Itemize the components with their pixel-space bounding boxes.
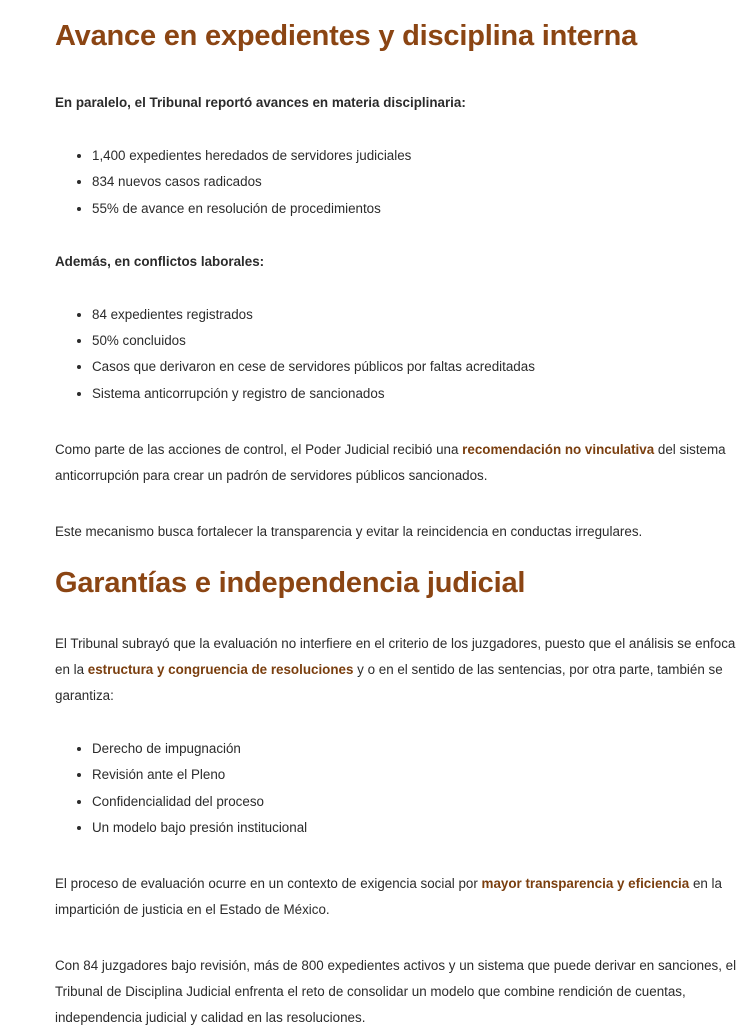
list-item: • Casos que derivaron en cese de servidores públicos por faltas acreditadas <box>92 354 745 380</box>
list-item: • 50% concluidos <box>92 328 745 354</box>
paragraph-recomendacion <box>55 437 745 489</box>
intro-laborales: Además, en conflictos laborales: <box>55 253 265 269</box>
paragraph-contexto <box>55 871 745 923</box>
section-heading-avance: Avance en expedientes y disciplina interna <box>55 20 638 52</box>
list-item: • Un modelo bajo presión institucional <box>92 815 745 841</box>
paragraph-text: El Tribunal subrayó que la evaluación no interfiere en el criterio de los juzgadores, puesto que el análisis se enfoca en la <box>55 636 736 678</box>
section-heading-garantias: Garantías e independencia judicial <box>55 567 526 600</box>
paragraph-conclusion: Con 84 juzgadores bajo revisión, más de 800 expedientes activos y un sistema que puede derivar en sanciones, el Tribunal de Disciplina Judicial enfrenta el reto de consolidar un modelo que combine rendición de cuentas, independencia judicial y calidad en las resoluciones. <box>55 958 737 1026</box>
list-item: • Sistema anticorrupción y registro de sancionados <box>92 381 745 407</box>
paragraph-text: en la impartición de justicia en el Estado de México. <box>55 876 722 918</box>
paragraph-mecanismo: Este mecanismo busca fortalecer la transparencia y evitar la reincidencia en conductas irregulares. <box>55 524 643 540</box>
link-recomendacion-no-vinculativa[interactable]: recomendación no vinculativa <box>462 442 655 458</box>
list-item: • 1,400 expedientes heredados de servidores judiciales <box>92 143 745 169</box>
paragraph-evaluacion <box>55 631 745 709</box>
disciplinary-stats-list <box>55 143 745 222</box>
list-item: • 834 nuevos casos radicados <box>92 169 745 195</box>
paragraph-text: Como parte de las acciones de control, el Poder Judicial recibió una <box>55 442 463 458</box>
list-item: • Confidencialidad del proceso <box>92 789 745 815</box>
link-mayor-transparencia[interactable]: mayor transparencia y eficiencia <box>481 876 690 892</box>
paragraph-text: del sistema anticorrupción para crear un padrón de servidores públicos sancionados. <box>55 442 726 484</box>
list-item: • 55% de avance en resolución de procedimientos <box>92 196 745 222</box>
paragraph-text: El proceso de evaluación ocurre en un contexto de exigencia social por <box>55 876 482 892</box>
list-item: • Derecho de impugnación <box>92 736 745 762</box>
list-item: • Revisión ante el Pleno <box>92 762 745 788</box>
list-item: • 84 expedientes registrados <box>92 302 745 328</box>
paragraph-text: y o en el sentido de las sentencias, por otra parte, también se garantiza: <box>55 662 723 704</box>
labor-stats-list <box>55 302 745 407</box>
guarantees-list <box>55 736 745 841</box>
intro-disciplinaria: En paralelo, el Tribunal reportó avances en materia disciplinaria: <box>55 95 466 110</box>
link-estructura-congruencia[interactable]: estructura y congruencia de resoluciones <box>87 662 354 678</box>
